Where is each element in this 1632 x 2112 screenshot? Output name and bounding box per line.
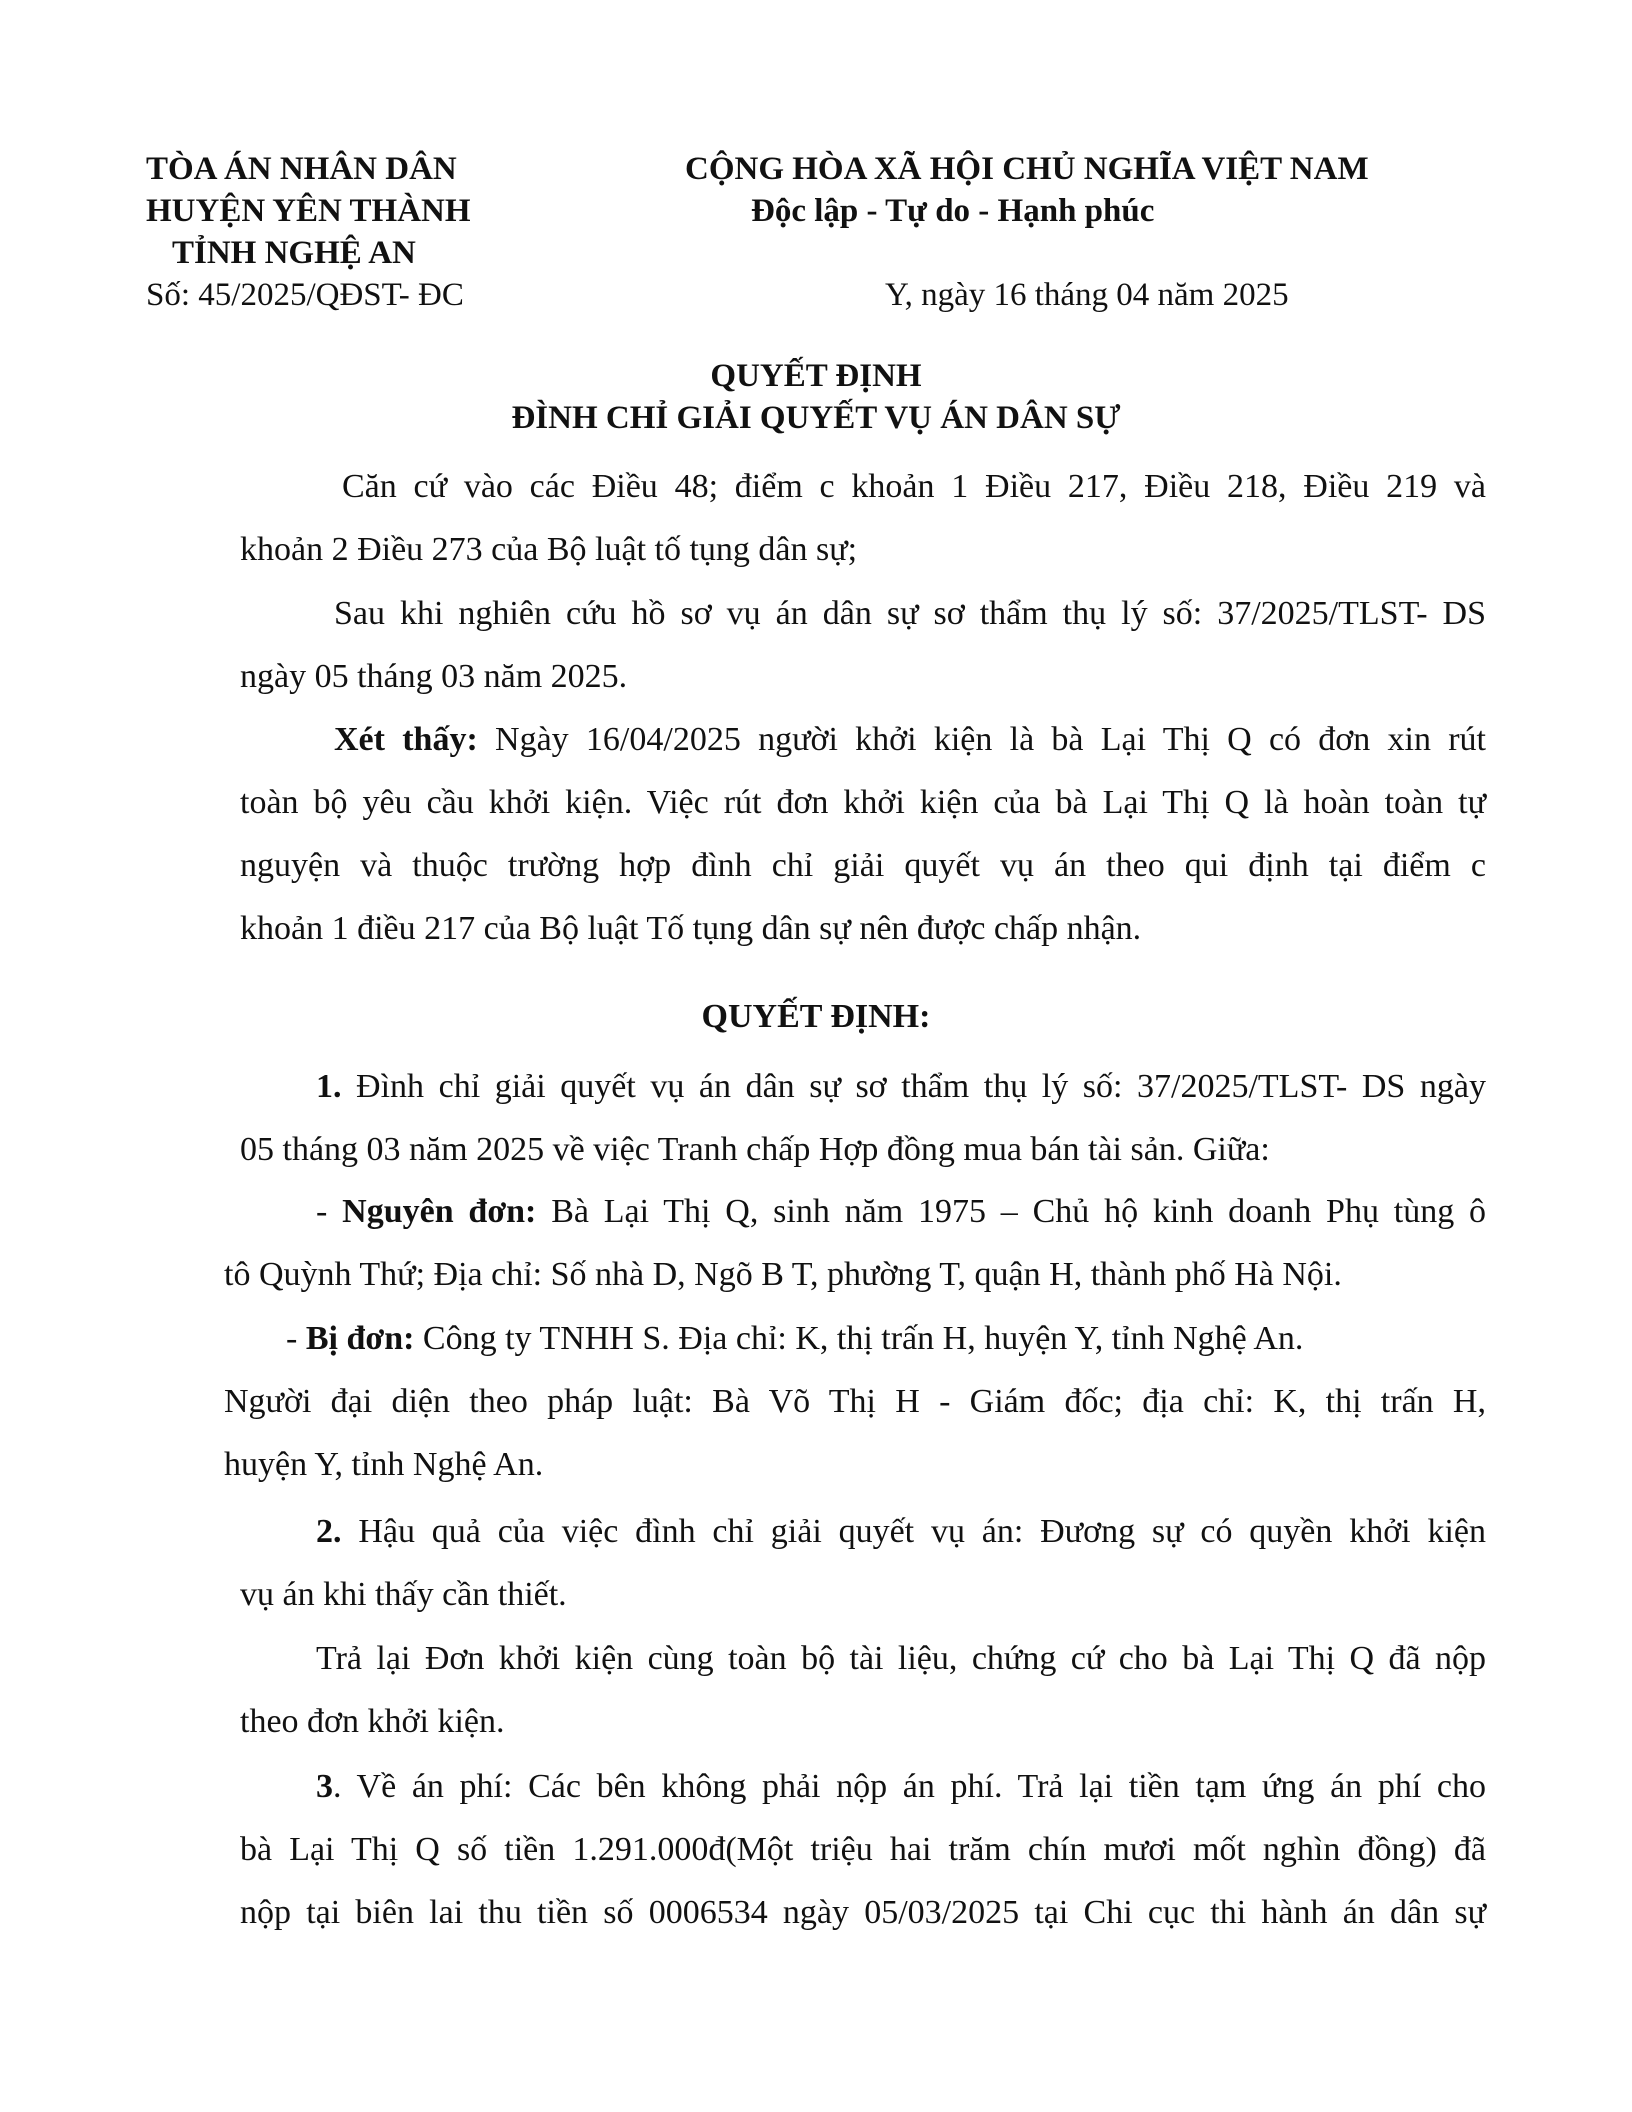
item-3-line-2: bà Lại Thị Q số tiền 1.291.000đ(Một triệu hai trăm chín mươi mốt nghìn đồng) đã xyxy=(240,1831,1486,1868)
plaintiff-label: Nguyên đơn: xyxy=(342,1193,537,1230)
item-1-line-1: 1. Đình chỉ giải quyết vụ án dân sự sơ thẩm thụ lý số: 37/2025/TLST- DS ngày xyxy=(316,1068,1486,1105)
finding-paragraph xyxy=(240,708,1486,960)
decision-item-1 xyxy=(240,1055,1486,1181)
return-documents-line-1: Trả lại Đơn khởi kiện cùng toàn bộ tài liệu, chứng cứ cho bà Lại Thị Q đã nộp xyxy=(316,1640,1486,1677)
finding-line-2: toàn bộ yêu cầu khởi kiện. Việc rút đơn khởi kiện của bà Lại Thị Q là hoàn toàn tự xyxy=(240,784,1486,821)
item-2-number: 2. xyxy=(316,1513,342,1550)
plaintiff-line-2: tô Quỳnh Thứ; Địa chỉ: Số nhà D, Ngõ B T, phường T, quận H, thành phố Hà Nội. xyxy=(224,1256,1342,1293)
item-2-line-1: 2. Hậu quả của việc đình chỉ giải quyết vụ án: Đương sự có quyền khởi kiện xyxy=(316,1513,1486,1550)
decision-item-2 xyxy=(240,1500,1486,1626)
item-1-number: 1. xyxy=(316,1068,342,1105)
decision-heading: QUYẾT ĐỊNH: xyxy=(701,998,931,1035)
court-line-1: TÒA ÁN NHÂN DÂN xyxy=(146,151,457,187)
defendant-label: Bị đơn: xyxy=(305,1320,415,1357)
plaintiff-line-1: - Nguyên đơn: Bà Lại Thị Q, sinh năm 1975 – Chủ hộ kinh doanh Phụ tùng ô xyxy=(316,1193,1487,1230)
item-3-line-3: nộp tại biên lai thu tiền số 0006534 ngày 05/03/2025 tại Chi cục thi hành án dân sự xyxy=(240,1894,1486,1931)
return-documents-line-2: theo đơn khởi kiện. xyxy=(240,1703,505,1740)
national-motto: Độc lập - Tự do - Hạnh phúc xyxy=(751,193,1155,229)
return-documents-paragraph xyxy=(240,1627,1486,1753)
decision-number: Số: 45/2025/QĐST- ĐC xyxy=(146,277,464,313)
decision-item-3 xyxy=(240,1755,1486,1944)
item-2-line-2: vụ án khi thấy cần thiết. xyxy=(240,1576,567,1613)
case-study-line-2: ngày 05 tháng 03 năm 2025. xyxy=(240,658,628,695)
decision-date: Y, ngày 16 tháng 04 năm 2025 xyxy=(885,277,1289,313)
item-3-line-1: 3. Về án phí: Các bên không phải nộp án phí. Trả lại tiền tạm ứng án phí cho xyxy=(316,1768,1486,1805)
item-1-line-2: 05 tháng 03 năm 2025 về việc Tranh chấp Hợp đồng mua bán tài sản. Giữa: xyxy=(240,1131,1270,1168)
legal-basis-line-1: Căn cứ vào các Điều 48; điểm c khoản 1 Điều 217, Điều 218, Điều 219 và xyxy=(342,468,1486,505)
legal-basis-line-2: khoản 2 Điều 273 của Bộ luật tố tụng dân sự; xyxy=(240,531,858,568)
defendant-line-1: - Bị đơn: Công ty TNHH S. Địa chỉ: K, thị trấn H, huyện Y, tỉnh Nghệ An. xyxy=(286,1320,1304,1357)
item-3-number: 3 xyxy=(316,1768,333,1805)
finding-line-1: Xét thấy: Ngày 16/04/2025 người khởi kiện là bà Lại Thị Q có đơn xin rút xyxy=(334,721,1486,758)
defendant-line-2: Người đại diện theo pháp luật: Bà Võ Thị H - Giám đốc; địa chỉ: K, thị trấn H, xyxy=(224,1383,1486,1420)
plaintiff-paragraph xyxy=(224,1180,1486,1306)
finding-line-3: nguyện và thuộc trường hợp đình chỉ giải quyết vụ án theo qui định tại điểm c xyxy=(240,847,1486,884)
finding-line-4: khoản 1 điều 217 của Bộ luật Tố tụng dân sự nên được chấp nhận. xyxy=(240,910,1142,947)
document-title: QUYẾT ĐỊNH xyxy=(710,358,922,394)
court-line-3: TỈNH NGHỆ AN xyxy=(172,235,416,271)
court-line-2: HUYỆN YÊN THÀNH xyxy=(146,193,471,229)
document-subtitle: ĐÌNH CHỈ GIẢI QUYẾT VỤ ÁN DÂN SỰ xyxy=(511,400,1121,436)
defendant-paragraph xyxy=(224,1307,1486,1496)
case-study-line-1: Sau khi nghiên cứu hồ sơ vụ án dân sự sơ thẩm thụ lý số: 37/2025/TLST- DS xyxy=(334,595,1486,632)
defendant-line-3: huyện Y, tỉnh Nghệ An. xyxy=(224,1446,544,1483)
finding-label: Xét thấy: xyxy=(334,721,478,758)
republic-name: CỘNG HÒA XÃ HỘI CHỦ NGHĨA VIỆT NAM xyxy=(685,151,1369,187)
legal-basis-paragraph xyxy=(240,455,1486,581)
case-study-paragraph xyxy=(240,582,1486,708)
